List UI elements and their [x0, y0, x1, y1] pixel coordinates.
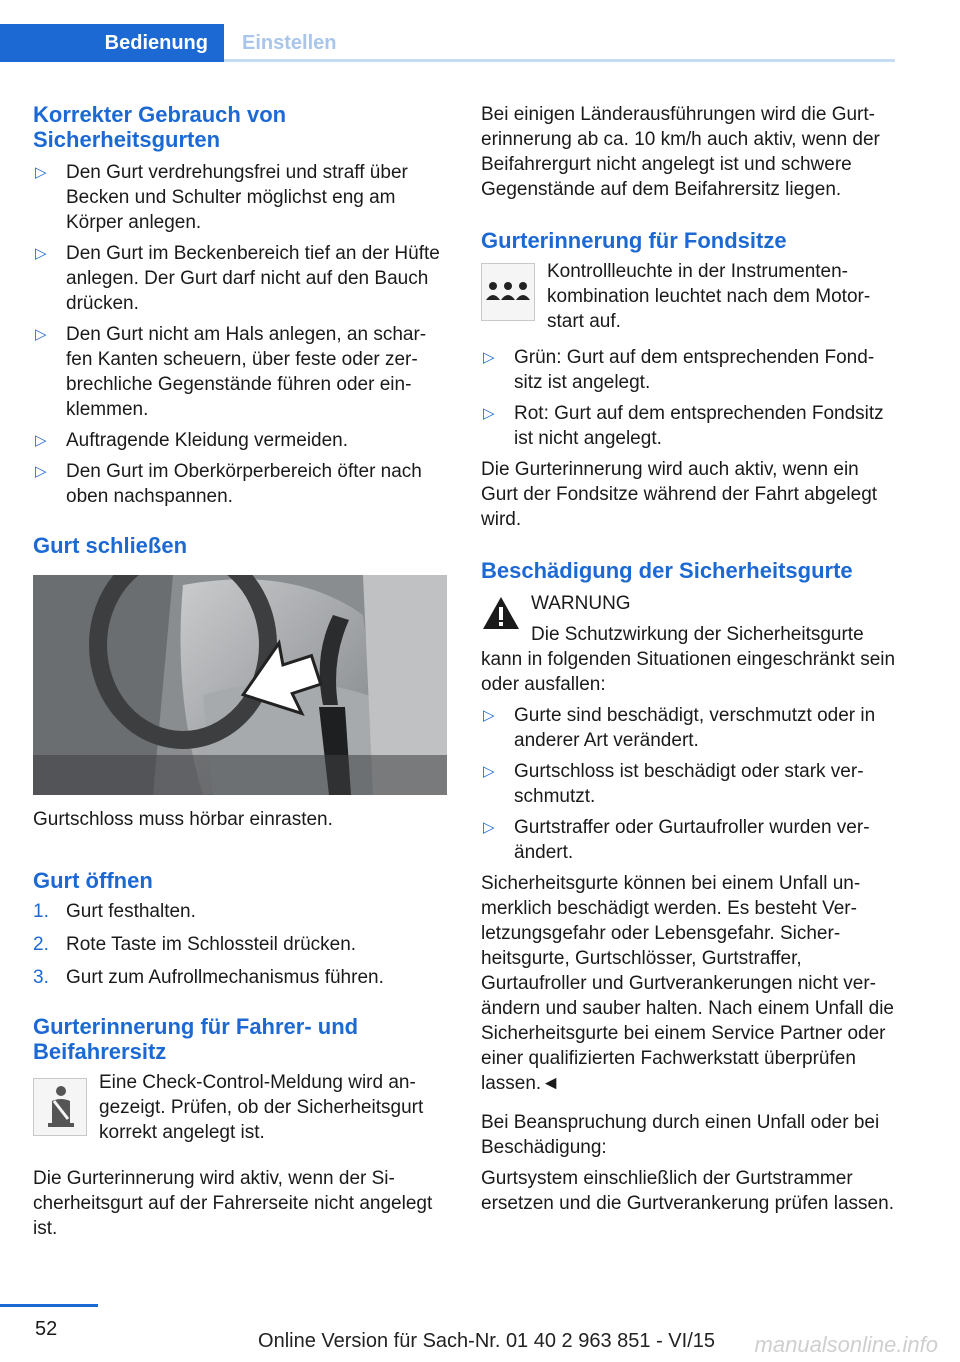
- driver-reminder-paragraph: Die Gurterinnerung wird aktiv, wenn der Sicherheitsgurt auf der Fahrerseite nicht angelegt ist.: [33, 1168, 433, 1239]
- step-text: Rote Taste im Schlossteil drücken.: [66, 934, 357, 955]
- accident-paragraph: Bei Beanspruchung durch einen Unfall oder bei Beschädigung:: [481, 1112, 880, 1158]
- list-item: ▷ Gurtschloss ist beschädigt oder stark verschmutzt.: [481, 759, 896, 809]
- list-item: ▷ Gurte sind beschädigt, verschmutzt oder in anderer Art verändert.: [481, 703, 896, 753]
- rear-reminder-paragraph: Die Gurterinnerung wird auch aktiv, wenn ein Gurt der Fondsitze während der Fahrt abgelegt wird.: [481, 459, 878, 530]
- left-column: [33, 102, 445, 1241]
- warning-line: Die Schutzwirkung der Sicherheitsgurte: [531, 624, 864, 645]
- warning-block: [481, 591, 896, 697]
- seat-illustration: [33, 575, 447, 795]
- heading-gurterinnerung-fahrer: Gurterinnerung für Fahrer- und Beifahrersitz: [33, 1014, 359, 1064]
- list-item: ▷ Den Gurt verdrehungsfrei und straff über Becken und Schulter möglichst eng am Körper anlegen.: [33, 160, 445, 235]
- country-variant-paragraph: Bei einigen Länderausführungen wird die Gurterinnerung ab ca. 10 km/h auch aktiv, wenn der Beifahrergurt nicht angelegt ist und schwere Gegenstände auf dem Beifahrersitz liegen.: [481, 104, 880, 200]
- online-version-note: [258, 1330, 715, 1353]
- list-item: ▷ Den Gurt im Beckenbereich tief an der Hüfte anlegen. Der Gurt darf nicht auf den Bauch drücken.: [33, 241, 445, 316]
- step-number: 1.: [33, 901, 49, 922]
- page-number: 52: [35, 1318, 58, 1340]
- list-item: ▷ Grün: Gurt auf dem entsprechenden Fondsitz ist angelegt.: [481, 345, 896, 395]
- seatbelt-warning-block: [33, 1070, 445, 1150]
- tab-bedienung[interactable]: Bedienung: [0, 24, 224, 62]
- list-item: ▷ Rot: Gurt auf dem entsprechenden Fondsitz ist nicht angelegt.: [481, 401, 896, 451]
- usage-bullet-list: [33, 160, 445, 509]
- watermark: manualsonline.info: [754, 1332, 938, 1357]
- list-item: [33, 965, 445, 990]
- list-item: ▷ Den Gurt im Oberkörperbereich öfter nach oben nachspannen.: [33, 459, 445, 509]
- check-control-text: Eine Check-Control-Meldung wird angezeigt. Prüfen, ob der Sicherheitsgurt korrekt angelegt ist.: [99, 1072, 424, 1143]
- damage-paragraph: Sicherheitsgurte können bei einem Unfall unmerklich beschädigt werden. Es besteht Verletzungsgefahr oder Lebensgefahr. Sicherheitsgurte, Gurtschlösser, Gurtstraffer, Gurtaufroller und Gurtverankerungen nicht verändern und sauber halten. Nach einem Unfall die Sicherheitsgurte bei einem Service Partner oder einer qualifizierten Fachwerkstatt überprüfen lassen.◄: [481, 873, 894, 1094]
- heading-beschaedigung: Beschädigung der Sicherheitsgurte: [481, 558, 853, 583]
- list-item: ▷ Auftragende Kleidung vermeiden.: [33, 428, 445, 453]
- footer-rule: [0, 1304, 98, 1307]
- list-item: ▷ Gurtstraffer oder Gurtaufroller wurden verändert.: [481, 815, 896, 865]
- heading-gurterinnerung-fond: Gurterinnerung für Fondsitze: [481, 228, 787, 253]
- indicator-text: Kontrollleuchte in der Instrumentenkombination leuchtet nach dem Motorstart auf.: [547, 261, 871, 332]
- list-item: [33, 932, 445, 957]
- list-item: [33, 899, 445, 924]
- heading-gurt-oeffnen: Gurt öffnen: [33, 868, 153, 893]
- rear-indicator-block: [481, 259, 896, 339]
- heading-korrekter-gebrauch: Korrekter Gebrauch von Sicherheitsgurten: [33, 102, 287, 152]
- warning-text: kann in folgenden Situationen eingeschränkt sein oder ausfallen:: [481, 649, 896, 695]
- seatbelt-buckle-photo: [33, 575, 447, 795]
- right-column: [481, 102, 896, 1216]
- warning-triangle-icon: [481, 595, 521, 631]
- online-version-text: Online Version für Sach-Nr. 01 40 2 963 851 - VI/15: [258, 1330, 715, 1352]
- step-text: Gurt zum Aufrollmechanismus führen.: [66, 967, 384, 988]
- chapter-tab-bar: [0, 0, 895, 62]
- buckle-caption: Gurtschloss muss hörbar einrasten.: [33, 809, 333, 830]
- warning-label: WARNUNG: [531, 593, 631, 614]
- list-item: ▷ Den Gurt nicht am Hals anlegen, an scharfen Kanten scheuern, über feste oder zerbrechliche Gegenstände führen oder einklemmen.: [33, 322, 445, 422]
- step-number: 3.: [33, 967, 49, 988]
- seatbelt-icon: [33, 1078, 87, 1136]
- rear-seat-occupants-icon: [481, 263, 535, 321]
- damage-list: [481, 703, 896, 865]
- open-steps-list: [33, 899, 445, 990]
- step-text: Gurt festhalten.: [66, 901, 196, 922]
- tab-einstellen[interactable]: Einstellen: [242, 32, 337, 54]
- rear-status-list: [481, 345, 896, 451]
- replace-paragraph: Gurtsystem einschließlich der Gurtstrammer ersetzen und die Gurtverankerung prüfen lassen.: [481, 1168, 894, 1214]
- heading-gurt-schliessen: Gurt schließen: [33, 533, 188, 558]
- step-number: 2.: [33, 934, 49, 955]
